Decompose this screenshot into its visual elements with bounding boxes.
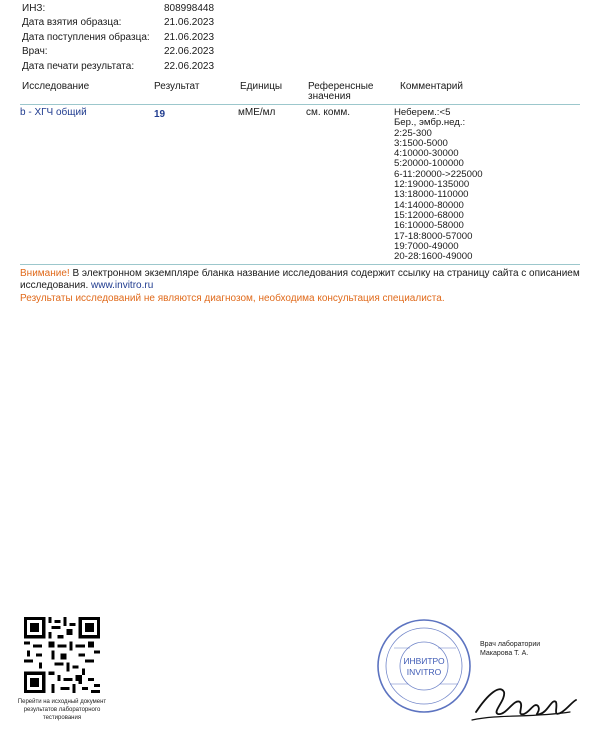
comment-line: 13:18000-110000 bbox=[394, 189, 469, 201]
comment-line: Неберем.:<5 bbox=[394, 107, 451, 118]
notice-text: В электронном экземпляре бланка название исследования содержит ссылку на страницу сайта с описанием исследования. bbox=[20, 268, 580, 292]
sample-info bbox=[22, 2, 214, 74]
header-reference bbox=[308, 82, 374, 102]
qr-code[interactable] bbox=[24, 617, 100, 693]
invitro-stamp bbox=[376, 618, 472, 714]
header-result: Результат bbox=[154, 81, 200, 92]
header-comments: Комментарий bbox=[400, 81, 463, 92]
header-reference-line2: значения bbox=[308, 91, 351, 102]
header-units: Единицы bbox=[240, 81, 283, 92]
meta-label: ИНЗ: bbox=[22, 3, 46, 14]
comment-line: 16:10000-58000 bbox=[394, 220, 464, 232]
comment-line: 19:7000-49000 bbox=[394, 240, 459, 252]
invitro-link[interactable]: www.invitro.ru bbox=[91, 280, 154, 292]
comment-line: 17-18:8000-57000 bbox=[394, 230, 473, 242]
comment-line: Бер., эмбр.нед.: bbox=[394, 117, 466, 129]
comment-line: 6-11:20000->225000 bbox=[394, 168, 483, 180]
units-value: мМЕ/мл bbox=[238, 107, 276, 118]
meta-value: 808998448 bbox=[164, 3, 215, 14]
meta-row-doctor bbox=[22, 45, 214, 59]
meta-value: 21.06.2023 bbox=[164, 31, 215, 43]
test-name-link[interactable]: b - ХГЧ общий bbox=[20, 107, 87, 118]
meta-row-inz bbox=[22, 2, 214, 16]
reference-value: см. комм. bbox=[306, 107, 351, 118]
comment-line: 12:19000-135000 bbox=[394, 179, 470, 191]
notice bbox=[20, 268, 585, 293]
comment-line: 20-28:1600-49000 bbox=[394, 251, 473, 263]
signature bbox=[470, 672, 580, 732]
meta-label: Дата поступления образца: bbox=[22, 31, 150, 43]
comment-line: 3:1500-5000 bbox=[394, 137, 448, 149]
meta-value: 22.06.2023 bbox=[164, 60, 215, 72]
results-table-header bbox=[20, 80, 580, 105]
notice-attention: Внимание! bbox=[20, 268, 70, 279]
meta-value: 22.06.2023 bbox=[164, 46, 215, 58]
qr-caption: Перейти на исходный документ результатов лабораторного тестирования bbox=[17, 699, 107, 721]
doctor-block bbox=[480, 640, 540, 658]
comment-line: 15:12000-68000 bbox=[394, 209, 464, 221]
meta-value: 21.06.2023 bbox=[164, 17, 215, 29]
result-value: 19 bbox=[154, 109, 166, 120]
comment-line: 2:25-300 bbox=[394, 127, 432, 139]
stamp-brand-ru: ИНВИТРО bbox=[403, 656, 445, 666]
doctor-name: Макарова Т. А. bbox=[480, 650, 529, 657]
header-reference-line1: Референсные bbox=[308, 81, 374, 92]
header-test: Исследование bbox=[22, 81, 90, 92]
table-bottom-rule bbox=[20, 264, 580, 265]
meta-label: Дата взятия образца: bbox=[22, 17, 122, 29]
doctor-title: Врач лаборатории bbox=[480, 641, 541, 648]
disclaimer: Результаты исследований не являются диагнозом, необходима консультация специалиста. bbox=[20, 293, 445, 304]
meta-label: Врач: bbox=[22, 46, 48, 58]
stamp-brand-en: INVITRO bbox=[406, 667, 442, 677]
meta-label: Дата печати результата: bbox=[22, 60, 135, 72]
comment-line: 5:20000-100000 bbox=[394, 158, 464, 170]
comment-line: 14:14000-80000 bbox=[394, 199, 464, 211]
meta-row-received-date bbox=[22, 31, 214, 45]
meta-row-sample-date bbox=[22, 16, 214, 30]
comments-list bbox=[394, 108, 483, 262]
meta-row-print-date bbox=[22, 60, 214, 74]
comment-line: 4:10000-30000 bbox=[394, 148, 459, 160]
